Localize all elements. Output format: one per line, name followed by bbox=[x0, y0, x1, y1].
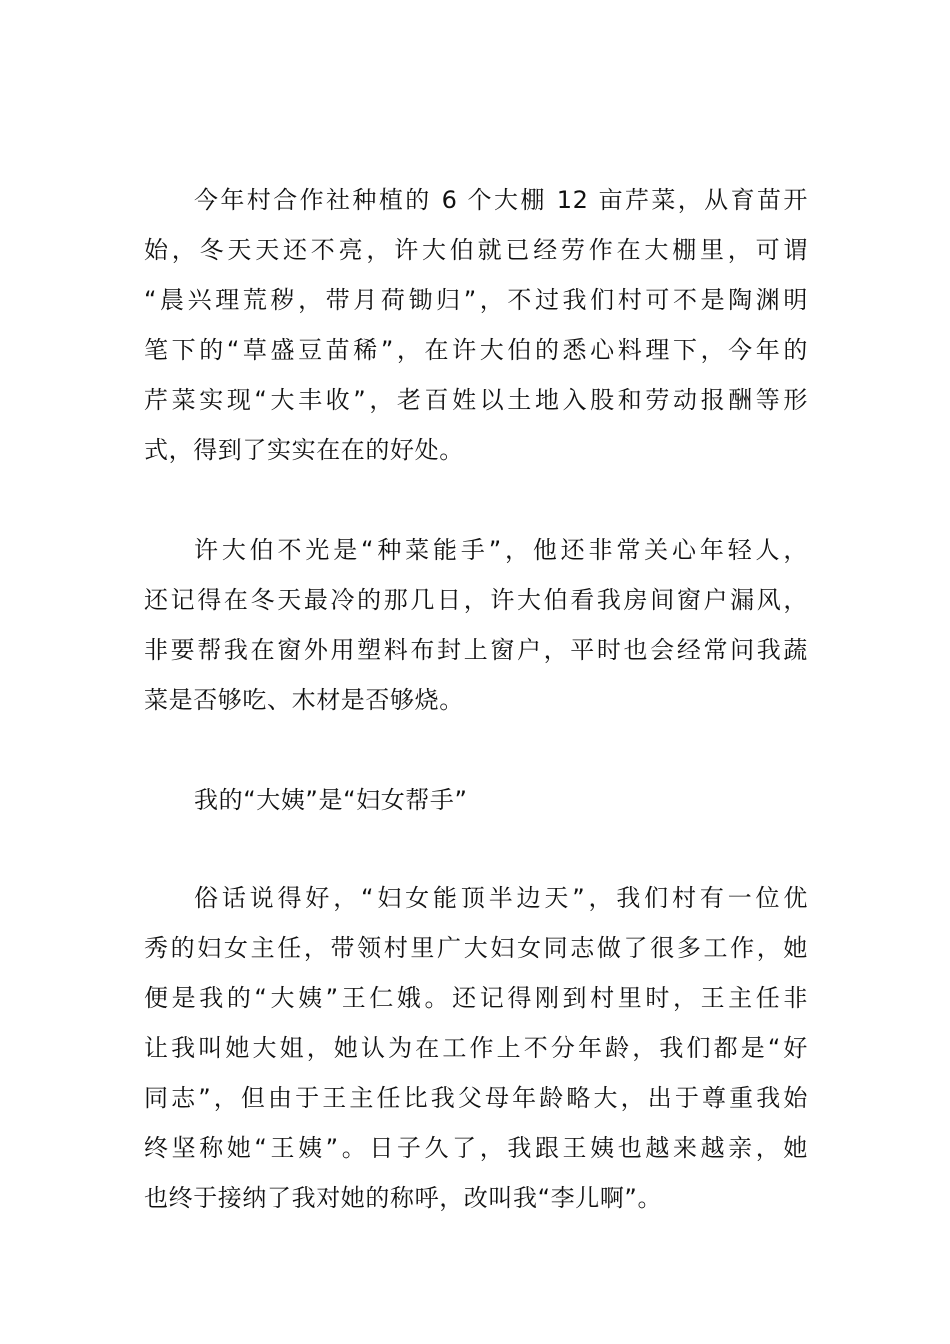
text-line: 同志”，但由于王主任比我父母年龄略大，出于尊重我始 bbox=[144, 1084, 808, 1112]
text-line: 菜是否够吃、木材是否够烧。 bbox=[144, 686, 464, 714]
text-line: 笔下的“草盛豆苗稀”，在许大伯的悉心料理下，今年的 bbox=[144, 336, 808, 364]
text-line: 式，得到了实实在在的好处。 bbox=[144, 436, 464, 464]
text-line: 芹菜实现“大丰收”，老百姓以土地入股和劳动报酬等形 bbox=[144, 386, 808, 414]
text-line: 我的“大姨”是“妇女帮手” bbox=[194, 786, 468, 814]
text-line: 秀的妇女主任，带领村里广大妇女同志做了很多工作，她 bbox=[144, 934, 808, 962]
text-line: 让我叫她大姐，她认为在工作上不分年龄，我们都是“好 bbox=[144, 1034, 808, 1062]
text-line: 始，冬天天还不亮，许大伯就已经劳作在大棚里，可谓 bbox=[144, 236, 808, 264]
text-line: 许大伯不光是“种菜能手”，他还非常关心年轻人， bbox=[194, 536, 808, 564]
text-line: 也终于接纳了我对她的称呼，改叫我“李儿啊”。 bbox=[144, 1184, 663, 1212]
text-line: 终坚称她“王姨”。日子久了，我跟王姨也越来越亲，她 bbox=[144, 1134, 808, 1162]
text-line: “晨兴理荒秽，带月荷锄归”，不过我们村可不是陶渊明 bbox=[144, 286, 808, 314]
text-line: 还记得在冬天最冷的那几日，许大伯看我房间窗户漏风， bbox=[144, 586, 808, 614]
text-line: 俗话说得好，“妇女能顶半边天”，我们村有一位优 bbox=[194, 884, 808, 912]
text-line: 今年村合作社种植的 6 个大棚 12 亩芹菜，从育苗开 bbox=[194, 186, 808, 214]
text-line: 便是我的“大姨”王仁娥。还记得刚到村里时，王主任非 bbox=[144, 984, 808, 1012]
text-line: 非要帮我在窗外用塑料布封上窗户，平时也会经常问我蔬 bbox=[144, 636, 808, 664]
